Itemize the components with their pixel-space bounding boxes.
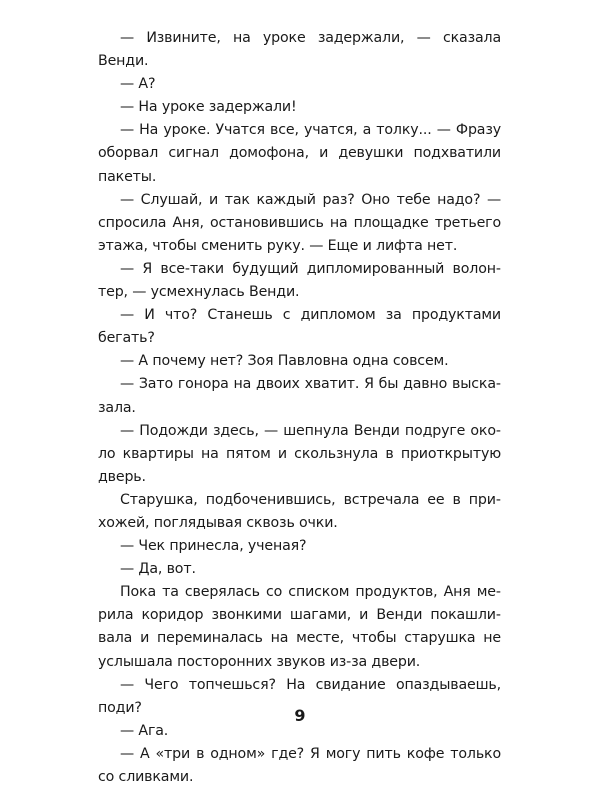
paragraph: — Извините, на уроке задержали, — сказала Венди. [98, 30, 501, 70]
paragraph: — Да, вот. [120, 561, 196, 578]
paragraph: — Я все-таки будущий дипломированный волонтер, — усмехнулась Венди. [98, 260, 501, 301]
page-number: 9 [294, 706, 306, 725]
paragraph: — А? [120, 76, 156, 93]
paragraph: — На уроке задержали! [120, 99, 297, 116]
paragraph: — На уроке. Учатся все, учатся, а толку... — Фразу оборвал сигнал домофона, и девушки подхватили пакеты. [98, 122, 501, 185]
page-body-text [98, 27, 501, 789]
paragraph: — А «три в одном» где? Я могу пить кофе только со сливками. [98, 745, 501, 785]
paragraph: — Подожди здесь, — шепнула Венди подруге около квартиры на пятом и скользнула в приоткрытую дверь. [98, 422, 501, 485]
paragraph: — Слушай, и так каждый раз? Оно тебе надо? — спросила Аня, остановившись на площадке третьего этажа, чтобы сменить руку. — Еще и лифта нет. [98, 191, 501, 254]
paragraph: — Чек принесла, ученая? [120, 538, 307, 555]
paragraph: — И что? Станешь с дипломом за продуктами бегать? [98, 307, 501, 347]
paragraph: — А почему нет? Зоя Павловна одна совсем. [120, 353, 449, 370]
paragraph: Старушка, подбоченившись, встречала ее в прихожей, поглядывая сквозь очки. [98, 491, 501, 531]
paragraph: — Чего топчешься? На свидание опаздываешь, поди? [98, 676, 501, 716]
paragraph: Пока та сверялась со списком продуктов, Аня мерила коридор звонкими шагами, и Венди покашливала и переминалась на месте, чтобы старушка не услышала посторонних звуков из-за двери. [98, 584, 501, 670]
paragraph: — Зато гонора на двоих хватит. Я бы давно высказала. [98, 376, 501, 416]
paragraph: — Ага. [120, 722, 169, 739]
